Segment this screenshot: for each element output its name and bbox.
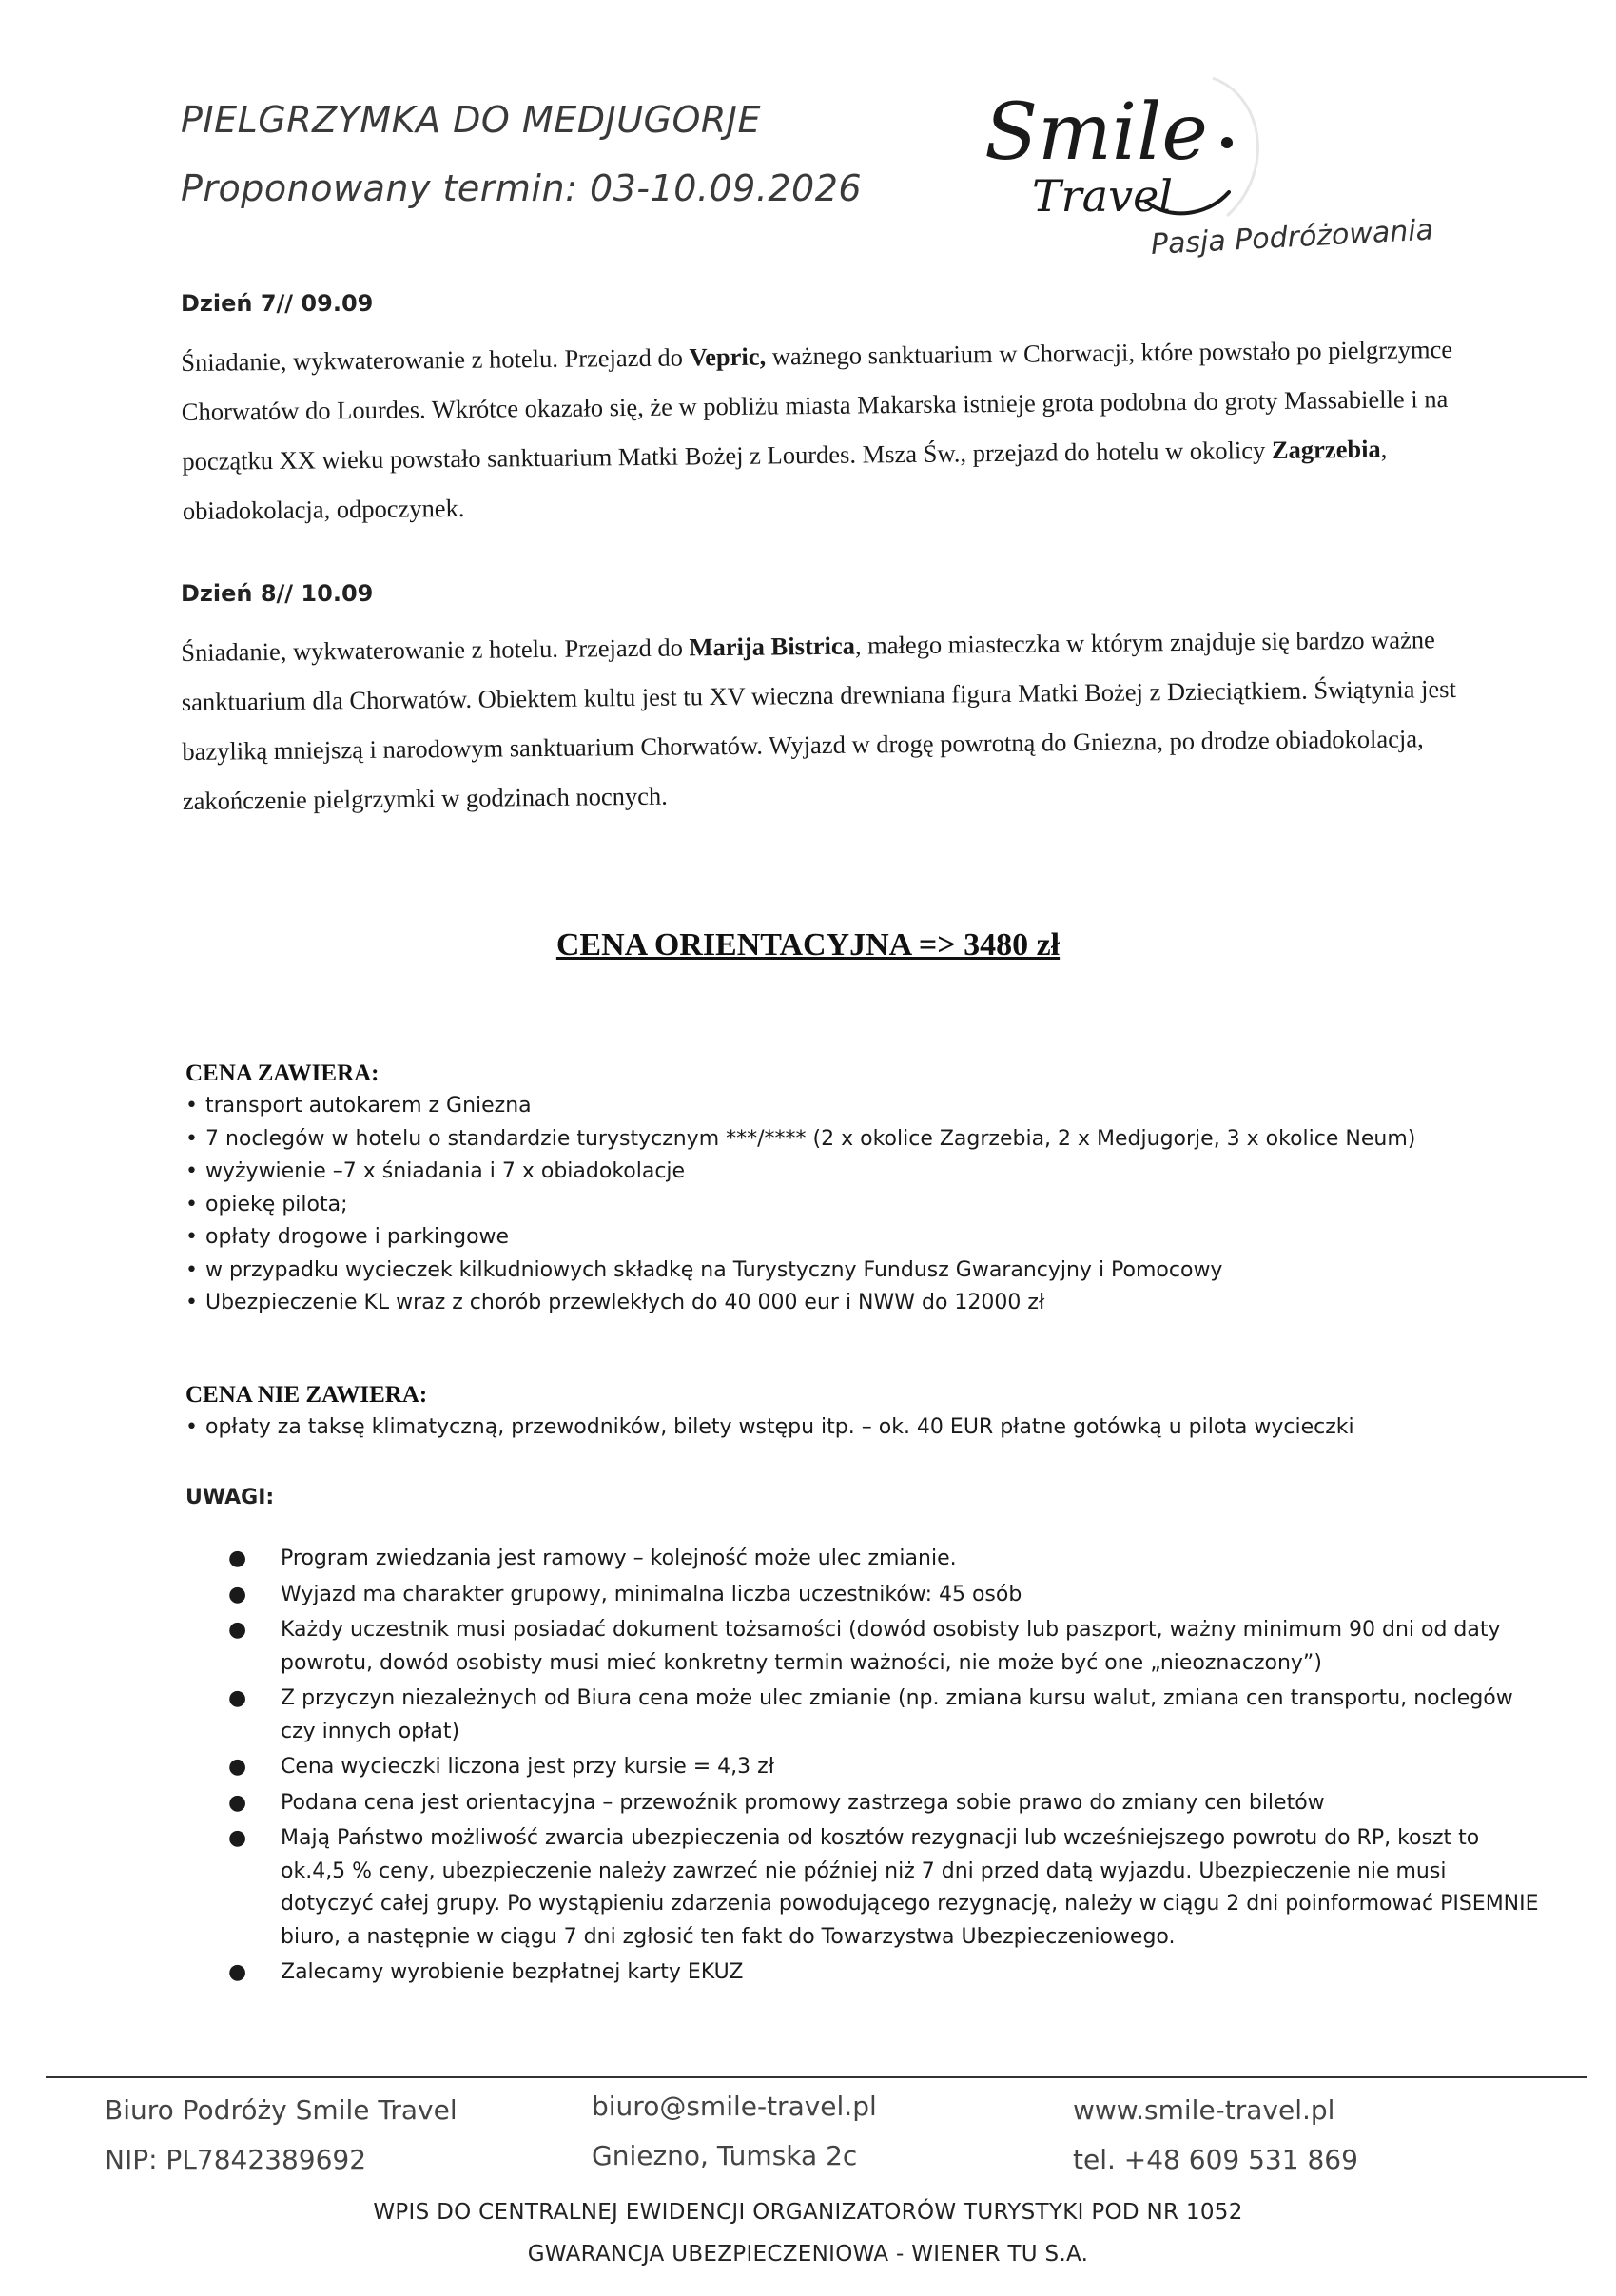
logo-smile-text: Smile [984,88,1208,178]
place-zagrzeb: Zagrzebia [1271,434,1381,464]
price-excludes-section [185,1379,1536,1445]
list-item: • Ubezpieczenie KL wraz z chorób przewlekłych do 40 000 eur i NWW do 12000 zł [185,1287,1536,1320]
notes-section [185,1486,1536,1509]
logo-tagline: Pasja Podróżowania [1150,213,1434,262]
bullet-icon: ● [228,1826,247,1850]
footer-address: Gniezno, Tumska 2c [592,2140,858,2171]
bullet-icon: ● [228,1547,247,1570]
bullet-icon: ● [228,1618,247,1642]
list-item [228,1614,1541,1680]
logo-dot [1221,137,1233,148]
footer-website[interactable]: www.smile-travel.pl [1073,2094,1335,2126]
excludes-list [185,1411,1536,1445]
text-segment: ważnego sanktuarium w Chorwacji, które powstało po pielgrzymce Chorwatów do Lourdes. Wkrótce okazało się, że w pobliżu miasta Makarska istnieje grota podobna do groty Massabielle i na początku XX wieku powstało sanktuarium Matki Bożej z Lourdes. Msza Św., przejazd do hotelu w okolicy [181,334,1453,476]
note-text: Wyjazd ma charakter grupowy, minimalna liczba uczestników: 45 osób [281,1582,1022,1606]
note-text: Podana cena jest orientacyjna – przewoźnik promowy zastrzega sobie prawo do zmiany cen biletów [281,1790,1325,1815]
text-segment: Śniadanie, wykwaterowanie z hotelu. Przejazd do [181,632,690,667]
price-heading: CENA ORIENTACYJNA => 3480 zł [555,927,1061,963]
excludes-heading: CENA NIE ZAWIERA: [185,1382,428,1408]
notes-list [228,1543,1541,1993]
smile-travel-logo [980,59,1294,297]
list-item: • transport autokarem z Gniezna [185,1090,1536,1123]
day-7-description [181,323,1514,535]
footer-divider [46,2076,1587,2078]
note-text: Program zwiedzania jest ramowy – kolejność może ulec zmianie. [281,1547,957,1570]
note-text: Mają Państwo możliwość zwarcia ubezpieczenia od kosztów rezygnacji lub wcześniejszego powrotu do RP, koszt to ok.4,5 % ceny, ubezpieczenie należy zawrzeć nie później niż 7 dni przed datą wyjazdu. Ubezpieczenie nie musi dotyczyć całej grupy. Po wystąpieniu zdarzenia powodującego rezygnację, należy w ciągu 2 dni poinformować PISEMNIE biuro, a następnie w ciągu 7 dni zgłosić ten fakt do Towarzystwa Ubezpieczeniowego. [281,1826,1539,1949]
day-8-section [181,580,1512,826]
includes-list [185,1090,1536,1320]
footer-phone: tel. +48 609 531 869 [1073,2144,1358,2175]
note-text: Każdy uczestnik musi posiadać dokument tożsamości (dowód osobisty lub paszport, ważny minimum 90 dni od daty powrotu, dowód osobisty musi mieć konkretny termin ważności, nie może być one „nieoznaczony”) [281,1618,1501,1675]
price-includes-section [185,1058,1536,1320]
footer-nip: NIP: PL7842389692 [105,2144,367,2175]
list-item: • opłaty za taksę klimatyczną, przewodników, bilety wstępu itp. – ok. 40 EUR płatne gotówką u pilota wycieczki [185,1411,1536,1445]
list-item [228,1751,1541,1784]
footer-guarantee: GWARANCJA UBEZPIECZENIOWA - WIENER TU S.A. [527,2242,1089,2267]
day-8-heading: Dzień 8// 10.09 [181,580,374,607]
list-item [228,1543,1541,1576]
text-segment: , obiadokolacja, odpoczynek. [182,434,1388,525]
place-marija-bistrica: Marija Bistrica [689,631,856,662]
list-item [228,1683,1541,1748]
list-item [228,1787,1541,1820]
list-item: • opiekę pilota; [185,1189,1536,1222]
place-vepric: Vepric, [689,341,767,372]
includes-heading: CENA ZAWIERA: [185,1060,380,1086]
day-7-heading: Dzień 7// 09.09 [181,290,374,317]
note-text: Cena wycieczki liczona jest przy kursie = 4,3 zł [281,1755,774,1779]
bullet-icon: ● [228,1686,247,1710]
notes-heading: UWAGI: [185,1486,275,1509]
day-8-description [181,613,1514,826]
footer-registry: WPIS DO CENTRALNEJ EWIDENCJI ORGANIZATORÓW TURYSTYKI POD NR 1052 [373,2200,1243,2225]
trip-title: PIELGRZYMKA DO MEDJUGORJE [181,99,761,141]
bullet-icon: ● [228,1790,247,1815]
note-text: Zalecamy wyrobienie bezpłatnej karty EKUZ [281,1960,744,1984]
bullet-icon: ● [228,1582,247,1606]
list-item: • opłaty drogowe i parkingowe [185,1221,1536,1255]
document-header [181,93,862,215]
bullet-icon: ● [228,1960,247,1984]
footer-email[interactable]: biuro@smile-travel.pl [592,2091,877,2122]
text-segment: , małego miasteczka w którym znajduje się bardzo ważne sanktuarium dla Chorwatów. Obiektem kultu jest tu XV wieczna drewniana figura Matki Bożej z Dzieciątkiem. Świątynia jest bazyliką mniejszą i narodowym sanktuarium Chorwatów. Wyjazd w drogę powrotną do Gniezna, po drodze obiadokolacja, zakończenie pielgrzymki w godzinach nocnych. [181,625,1456,815]
list-item: • wyżywienie –7 x śniadania i 7 x obiadokolacje [185,1156,1536,1189]
list-item [228,1579,1541,1612]
list-item: • 7 noclegów w hotelu o standardzie turystycznym ***/**** (2 x okolice Zagrzebia, 2 x Medjugorje, 3 x okolice Neum) [185,1123,1536,1157]
list-item: • w przypadku wycieczek kilkudniowych składkę na Turystyczny Fundusz Gwarancyjny i Pomocowy [185,1255,1536,1288]
footer-company: Biuro Podróży Smile Travel [105,2094,458,2126]
note-text: Z przyczyn niezależnych od Biura cena może ulec zmianie (np. zmiana kursu walut, zmiana cen transportu, noclegów czy innych opłat) [281,1686,1513,1743]
list-item [228,1956,1541,1990]
day-7-section [181,290,1512,535]
proposed-term: Proponowany termin: 03-10.09.2026 [181,167,863,209]
logo-travel-text: Travel [1032,170,1174,222]
bullet-icon: ● [228,1755,247,1779]
list-item [228,1822,1541,1954]
text-segment: Śniadanie, wykwaterowanie z hotelu. Przejazd do [181,342,690,377]
